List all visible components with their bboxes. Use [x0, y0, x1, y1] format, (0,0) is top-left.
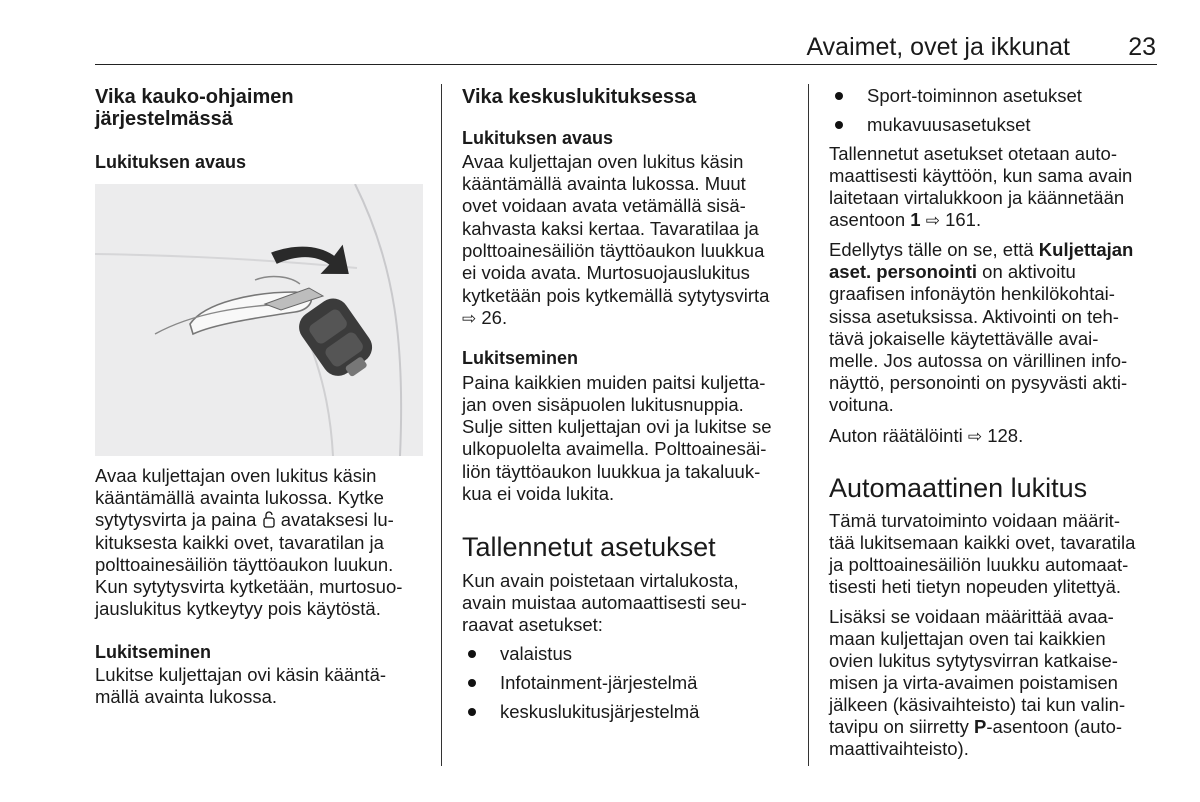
paragraph-line [95, 509, 394, 531]
page-ref-link[interactable]: 128. [987, 425, 1024, 446]
paragraph-line: kua ei voida lukita. [462, 483, 615, 504]
paragraph-line: jan oven sisäpuolen lukitusnuppia. [462, 394, 744, 415]
paragraph-line: tävä jokaiselle käytettävälle avai- [829, 328, 1099, 349]
list-item-text: mukavuusasetukset [867, 114, 1031, 135]
text-fragment: Auton räätälöinti [829, 425, 963, 446]
section-title-saved-settings: Tallennetut asetukset [462, 532, 716, 562]
paragraph-line: ulkopuolelta avaimella. Polttoainesäi- [462, 438, 767, 459]
page-ref-arrow-icon: ⇨ [462, 309, 477, 328]
page-number: 23 [1128, 33, 1156, 61]
paragraph-line: liön täyttöaukon luukkua ja takaluuk- [462, 461, 761, 482]
door-handle-illustration [95, 184, 423, 456]
paragraph-line: kahvasta kaksi kertaa. Tavaratilaa ja [462, 218, 759, 239]
list-item-text: valaistus [500, 643, 572, 664]
header-rule [95, 64, 1157, 65]
bullet-dot [468, 679, 476, 687]
ignition-position: 1 [910, 209, 921, 230]
text-fragment: sytytysvirta ja paina [95, 509, 257, 530]
page-ref-arrow-icon: ⇨ [925, 211, 940, 230]
paragraph-line: maan kuljettajan oven tai kaikkien [829, 628, 1106, 649]
column-divider-2 [808, 84, 809, 766]
text-fragment: Edellytys tälle on se, että [829, 239, 1034, 260]
paragraph-line: Sulje sitten kuljettajan ovi ja lukitse se [462, 416, 772, 437]
text-fragment: -asentoon (auto- [986, 716, 1123, 737]
paragraph-line [829, 716, 1122, 738]
paragraph-line: mällä avainta lukossa. [95, 686, 278, 707]
paragraph-line: voituna. [829, 394, 894, 415]
paragraph-line: kytketään pois kytkemällä sytytysvirta [462, 285, 770, 306]
paragraph-line: raavat asetukset: [462, 614, 603, 635]
paragraph-line: ei voida avata. Murtosuojauslukitus [462, 262, 750, 283]
paragraph-line: jälkeen (käsivaihteisto) tai kun valin- [829, 694, 1126, 715]
list-item-text: keskuslukitusjärjestelmä [500, 701, 700, 722]
text-fragment: tavipu on siirretty [829, 716, 969, 737]
paragraph-line: Lisäksi se voidaan määrittää avaa- [829, 606, 1114, 627]
paragraph-line: Kun avain poistetaan virtalukosta, [462, 570, 739, 591]
paragraph-line: laitetaan virtalukkoon ja käännetään [829, 187, 1125, 208]
paragraph-line: tisesti heti tietyn nopeuden ylitettyä. [829, 576, 1122, 597]
page-ref-link[interactable]: 161. [945, 209, 982, 230]
paragraph-line: Paina kaikkien muiden paitsi kuljetta- [462, 372, 766, 393]
paragraph-line: Avaa kuljettajan oven lukitus käsin [462, 151, 744, 172]
paragraph-line: misen ja virta-avaimen poistamisen [829, 672, 1118, 693]
paragraph-line: maattivaihteisto). [829, 738, 969, 759]
list-item-text: Sport-toiminnon asetukset [867, 85, 1082, 106]
paragraph-line: Avaa kuljettajan oven lukitus käsin [95, 465, 377, 486]
section-heading: Vika keskuslukituksessa [462, 86, 697, 108]
menu-label-bold: aset. personointi [829, 261, 978, 282]
bullet-dot [835, 92, 843, 100]
paragraph-line: tää lukitsemaan kaikki ovet, tavaratila [829, 532, 1136, 553]
bullet-dot [835, 121, 843, 129]
paragraph-line [462, 307, 507, 330]
gear-position-bold: P [973, 716, 987, 737]
section-heading-cont: järjestelmässä [95, 108, 233, 130]
paragraph-line: graafisen infonäytön henkilökohtai- [829, 283, 1115, 304]
paragraph-line: polttoainesäiliön täyttöaukon luukun. [95, 554, 394, 575]
paragraph-line: kääntämällä avainta lukossa. Muut [462, 173, 746, 194]
subheading-lock: Lukitseminen [462, 348, 579, 368]
text-fragment: asentoon [829, 209, 906, 230]
column-divider-1 [441, 84, 442, 766]
paragraph-line: näyttö, personointi on pysyvästi akti- [829, 372, 1128, 393]
menu-label-bold: Kuljettajan [1038, 239, 1134, 260]
paragraph-line: ja polttoainesäiliön luukku automaat- [829, 554, 1129, 575]
paragraph-line: ovien lukitus sytytysvirran katkaise- [829, 650, 1118, 671]
subheading-unlock: Lukituksen avaus [462, 128, 614, 148]
paragraph-line: Tallennetut asetukset otetaan auto- [829, 143, 1117, 164]
subheading-unlock: Lukituksen avaus [95, 152, 247, 172]
paragraph-line: jauslukitus kytkeytyy pois käytöstä. [95, 598, 381, 619]
paragraph-line: Lukitse kuljettajan ovi käsin kääntä- [95, 664, 387, 685]
page-ref-arrow-icon: ⇨ [967, 427, 983, 446]
paragraph-line: kituksesta kaikki ovet, tavaratilan ja [95, 532, 384, 553]
bullet-dot [468, 708, 476, 716]
list-item-text: Infotainment-järjestelmä [500, 672, 698, 693]
paragraph-line [829, 239, 1133, 261]
page-ref-link[interactable]: 26. [481, 307, 508, 328]
paragraph-line: sissa asetuksissa. Aktivointi on teh- [829, 306, 1119, 327]
text-fragment: on aktivoitu [982, 261, 1076, 282]
paragraph-line: maattisesti käyttöön, kun sama avain [829, 165, 1133, 186]
section-title-auto-lock: Automaattinen lukitus [829, 473, 1088, 503]
door-key-image [95, 184, 423, 456]
section-heading: Vika kauko-ohjaimen [95, 86, 294, 108]
paragraph-line: Tämä turvatoiminto voidaan määrit- [829, 510, 1120, 531]
paragraph-line [829, 425, 1023, 448]
bullet-dot [468, 650, 476, 658]
paragraph-line [829, 209, 981, 232]
paragraph-line [829, 261, 1076, 283]
subheading-lock: Lukitseminen [95, 642, 212, 662]
paragraph-line: avain muistaa automaattisesti seu- [462, 592, 747, 613]
paragraph-line: melle. Jos autossa on värillinen info- [829, 350, 1128, 371]
unlock-button-icon [262, 511, 276, 529]
paragraph-line: kääntämällä avainta lukossa. Kytke [95, 487, 384, 508]
text-fragment: avataksesi lu- [280, 509, 394, 530]
paragraph-line: ovet voidaan avata vetämällä sisä- [462, 195, 746, 216]
chapter-title: Avaimet, ovet ja ikkunat [806, 33, 1070, 61]
paragraph-line: Kun sytytysvirta kytketään, murtosuo- [95, 576, 403, 597]
paragraph-line: polttoainesäiliön täyttöaukon luukkua [462, 240, 765, 261]
